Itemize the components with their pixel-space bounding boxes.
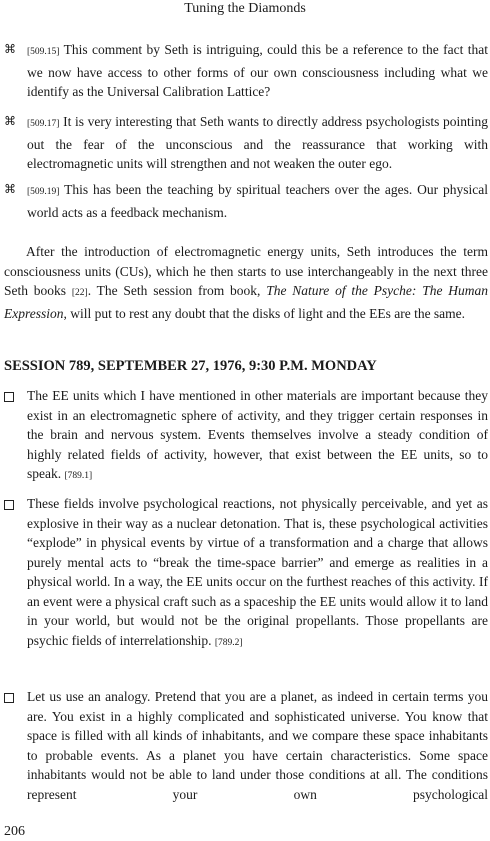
running-head: Tuning the Diamonds: [184, 1, 306, 16]
commentary-note: [27, 40, 488, 102]
book-title: The Nature of the Psyche: The Human Expression: [4, 283, 488, 321]
command-key-bullet-icon: ⌘: [4, 182, 16, 196]
note-text: It is very interesting that Seth wants to directly address psychologists pointing out the fear of the unconscious and the reassurance that working with electromagnetic units will strengthen and not weaken the outer ego.: [27, 114, 488, 171]
session-quote: [27, 386, 488, 487]
command-key-bullet-icon: ⌘: [4, 114, 16, 128]
command-key-bullet-icon: ⌘: [4, 42, 16, 56]
citation-reference: [22]: [71, 288, 88, 298]
session-reference: [509.15]: [27, 47, 60, 57]
note-text: This has been the teaching by spiritual teachers over the ages. Our physical world acts as a feedback mechanism.: [27, 182, 488, 220]
checkbox-square-bullet-icon: [4, 693, 14, 703]
checkbox-square-bullet-icon: [4, 500, 14, 510]
session-reference: [509.17]: [27, 119, 60, 129]
commentary-note: [27, 112, 488, 174]
note-text: This comment by Seth is intriguing, could this be a reference to the fact that we now have access to other forms of our own consciousness including what we identify as the Universal Calibration Lattice?: [27, 42, 488, 99]
paragraph-text: , will put to rest any doubt that the disks of light and the EEs are the same.: [63, 305, 466, 321]
commentary-note: [27, 180, 488, 222]
session-quote: [27, 687, 488, 804]
quote-text: The EE units which I have mentioned in other materials are important because they exist in an electromagnetic sphere of activity, and they trigger certain responses in the brain and nervous system. Events themselves involve a steady condition of highly related fields of activity, however, that exist between the EE units, so to speak.: [27, 388, 488, 481]
paragraph-text: After the introduction of electromagnetic energy units, Seth introduces the term consciousness units (CUs), which he then starts to use interchangeably in the next three Seth books: [4, 244, 488, 298]
session-reference: [789.1]: [64, 471, 93, 481]
page-number: 206: [4, 824, 25, 839]
session-reference: [509.19]: [27, 187, 60, 197]
session-reference: [789.2]: [214, 637, 243, 648]
body-paragraph: [4, 242, 488, 323]
checkbox-square-bullet-icon: [4, 392, 14, 402]
session-quote: [27, 494, 488, 653]
quote-text: These fields involve psychological reactions, not physically perceivable, and yet as explosive in their way as a nuclear detonation. That is, these psychological activities “explode” in physical events by virtue of a transformation and a charge that allows purely mental acts to “break the time-space barrier” and emerge as realities in a physical world. In a way, the EE units occur on the furthest reaches of this activity. If an event were a physical craft such as a spaceship the EE units would allow it to land in your world, but would not be the original propellants. Those propellants are psychic fields of interrelationship.: [27, 496, 488, 648]
quote-text: Let us use an analogy. Pretend that you are a planet, as indeed in certain terms you are. You exist in a highly complicated and sophisticated universe. You know that space is filled with all kinds of inhabitants, and we compare these space inhabitants to probable events. As a planet you have certain characteristics. Some space inhabitants would not be able to land under those conditions at all. The conditions represent your own psychological: [27, 689, 488, 802]
paragraph-text: . The Seth session from book,: [87, 283, 267, 298]
session-heading: SESSION 789, SEPTEMBER 27, 1976, 9:30 P.M. MONDAY: [4, 358, 377, 374]
